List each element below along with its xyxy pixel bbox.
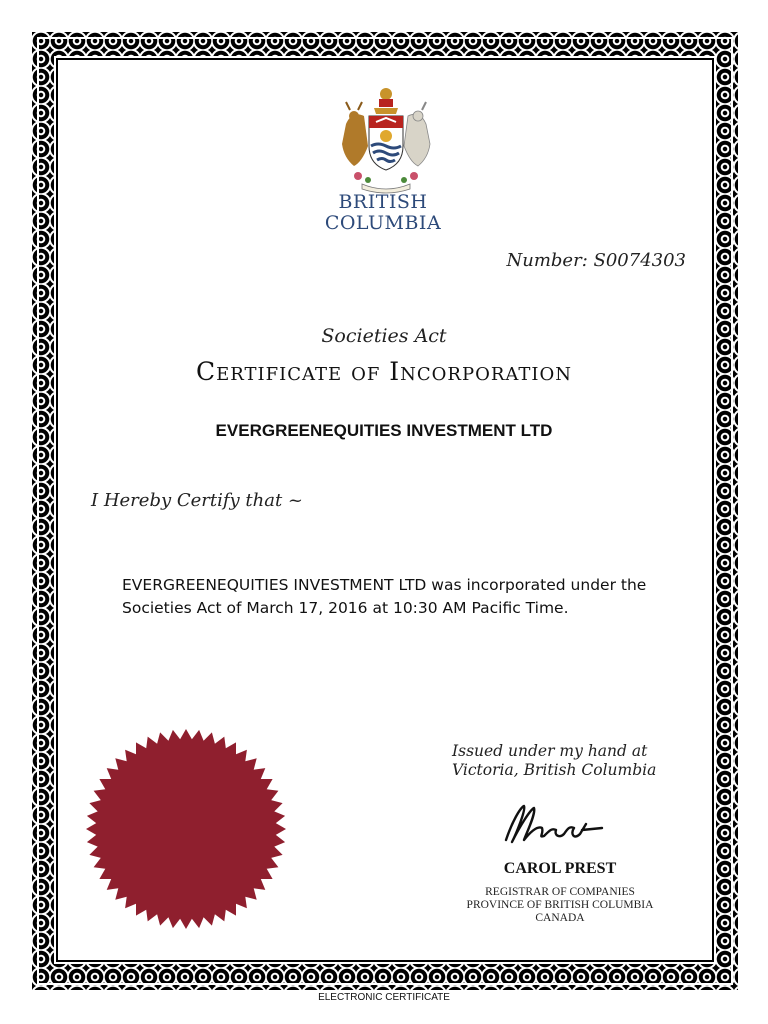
registrar-role-1: REGISTRAR OF COMPANIES (485, 886, 635, 898)
registrar-role-3: CANADA (535, 912, 585, 924)
province-wordmark (300, 192, 466, 234)
registrar-role-2: PROVINCE OF BRITISH COLUMBIA (466, 899, 654, 911)
registrar-title (440, 886, 680, 925)
registrar-name: CAROL PREST (503, 860, 617, 877)
province-line-2: COLUMBIA (324, 212, 442, 234)
province-line-1: BRITISH (338, 191, 428, 213)
certificate-title: Certificate of Incorporation (195, 357, 573, 386)
signature-icon (498, 800, 610, 850)
certificate-number (507, 250, 687, 271)
issued-line-1: Issued under my hand at (452, 742, 648, 760)
certificate-body: EVERGREENEQUITIES INVESTMENT LTD was incorporated under the Societies Act of March 17, 2016 at 10:30 AM Pacific Time. (122, 576, 647, 617)
red-seal-icon (85, 728, 287, 930)
issued-line-2: Victoria, British Columbia (452, 761, 657, 779)
act-name: Societies Act (321, 325, 447, 347)
company-name: EVERGREENEQUITIES INVESTMENT LTD (215, 421, 553, 440)
number-label: Number: (506, 250, 588, 271)
coat-of-arms-icon (336, 84, 436, 194)
footer-label: ELECTRONIC CERTIFICATE (318, 992, 450, 1003)
certify-line: I Hereby Certify that ~ (91, 490, 304, 511)
issued-statement (452, 742, 656, 780)
number-value: S0074303 (593, 250, 686, 271)
